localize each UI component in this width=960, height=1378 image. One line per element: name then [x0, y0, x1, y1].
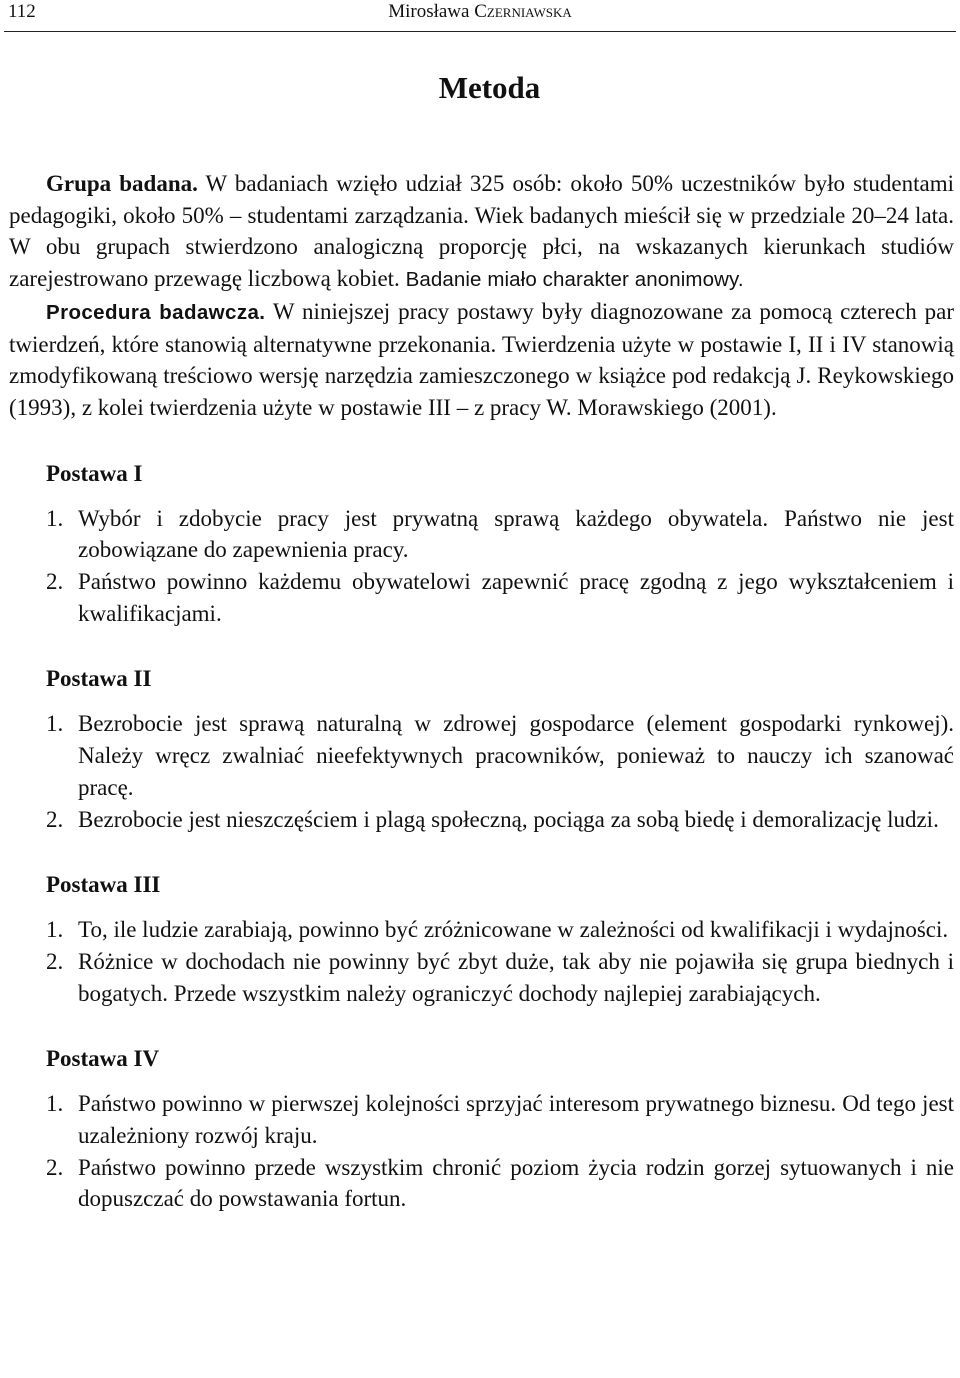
statement-item — [9, 946, 954, 1009]
statement-list — [9, 914, 954, 1009]
statement-item — [9, 1088, 954, 1151]
statement-number: 1. — [46, 505, 64, 531]
statement-list — [9, 1088, 954, 1215]
statement-number: 2. — [46, 806, 64, 832]
statement-text: Państwo powinno w pierwszej kolejności sprzyjać interesom prywatnego biznesu. Od tego jest uzależniony rozwój kraju. — [78, 1091, 954, 1149]
statement-item — [9, 914, 954, 946]
page-body — [9, 68, 954, 1215]
postawa-section — [9, 458, 954, 630]
postawa-section — [9, 1043, 954, 1215]
statement-text: Wybór i zdobycie pracy jest prywatną sprawą każdego obywatela. Państwo nie jest zobowiązane do zapewnienia pracy. — [78, 505, 954, 563]
statement-number: 2. — [46, 948, 64, 974]
statement-number: 2. — [46, 1154, 64, 1180]
procedura-paragraph — [9, 296, 954, 424]
postawa-heading: Postawa III — [46, 872, 161, 898]
postawa-heading: Postawa IV — [46, 1046, 160, 1072]
statement-text: Bezrobocie jest nieszczęściem i plagą społeczną, pociąga za sobą biedę i demoralizację ludzi. — [78, 806, 939, 832]
statement-list — [9, 708, 954, 835]
author-last: zerniawska — [486, 1, 572, 22]
statement-number: 2. — [46, 569, 64, 595]
statement-text: Bezrobocie jest sprawą naturalną w zdrowej gospodarce (element gospodarki rynkowej). Należy wręcz zwalniać nieefektywnych pracowników, ponieważ to nauczy ich szanować pracę. — [78, 711, 954, 800]
statement-item — [9, 503, 954, 566]
statement-list — [9, 503, 954, 630]
grupa-text: W badaniach wzięło udział 325 osób: około 50% uczestników było studentami pedagogiki, około 50% – studentami zarządzania. Wiek badanych mieścił się w przedziale 20–24 lata. W obu grupach stwierdzono analogiczną proporcję płci, na wskazanych kierunkach studiów zarejestrowano przewagę liczbową kobiet. — [9, 171, 955, 292]
statement-text: Państwo powinno przede wszystkim chronić poziom życia rodzin gorzej sytuowanych i nie dopuszczać do powstawania fortun. — [78, 1154, 954, 1212]
statement-number: 1. — [46, 917, 64, 943]
statement-item — [9, 708, 954, 803]
statement-number: 1. — [46, 1091, 64, 1117]
statement-item — [9, 566, 954, 629]
postawa-heading: Postawa I — [46, 460, 143, 486]
statement-item — [9, 804, 954, 836]
statement-text: To, ile ludzie zarabiają, powinno być zróżnicowane w zależności od kwalifikacji i wydajności. — [78, 917, 949, 943]
postawa-section — [9, 663, 954, 835]
statement-item — [9, 1152, 954, 1215]
statement-number: 1. — [46, 711, 64, 737]
statement-text: Państwo powinno każdemu obywatelowi zapewnić pracę zgodną z jego wykształceniem i kwalifikacjami. — [78, 569, 954, 626]
running-header — [0, 0, 960, 40]
postawa-section — [9, 869, 954, 1009]
postawa-heading: Postawa II — [46, 666, 152, 692]
grupa-heading: Grupa badana. — [46, 171, 198, 196]
running-author — [0, 0, 960, 24]
statement-text: Różnice w dochodach nie powinny być zbyt duże, tak aby nie pojawiła się grupa biednych i bogatych. Przede wszystkim należy ograniczyć dochody najlepiej zarabiających. — [78, 948, 954, 1006]
procedura-text: W niniejszej pracy postawy były diagnozowane za pomocą czterech par twierdzeń, które stanowią alternatywne przekonania. Twierdzenia użyte w postawie I, II i IV stanowią zmodyfikowaną treściowo wersję narzędzia zamieszczonego w książce pod redakcją J. Reykowskiego (1993), z kolei twierdzenia użyte w postawie III – z pracy W. Morawskiego (2001). — [9, 298, 954, 420]
header-rule — [4, 31, 956, 32]
author-first: Mirosława C — [388, 1, 487, 22]
page-number: 112 — [8, 1, 36, 22]
grupa-paragraph — [9, 168, 954, 296]
grupa-text-sans: Badanie miało charakter anonimowy. — [399, 268, 744, 292]
procedura-heading: Procedura badawcza. — [46, 300, 266, 324]
section-title: Metoda — [438, 70, 541, 105]
